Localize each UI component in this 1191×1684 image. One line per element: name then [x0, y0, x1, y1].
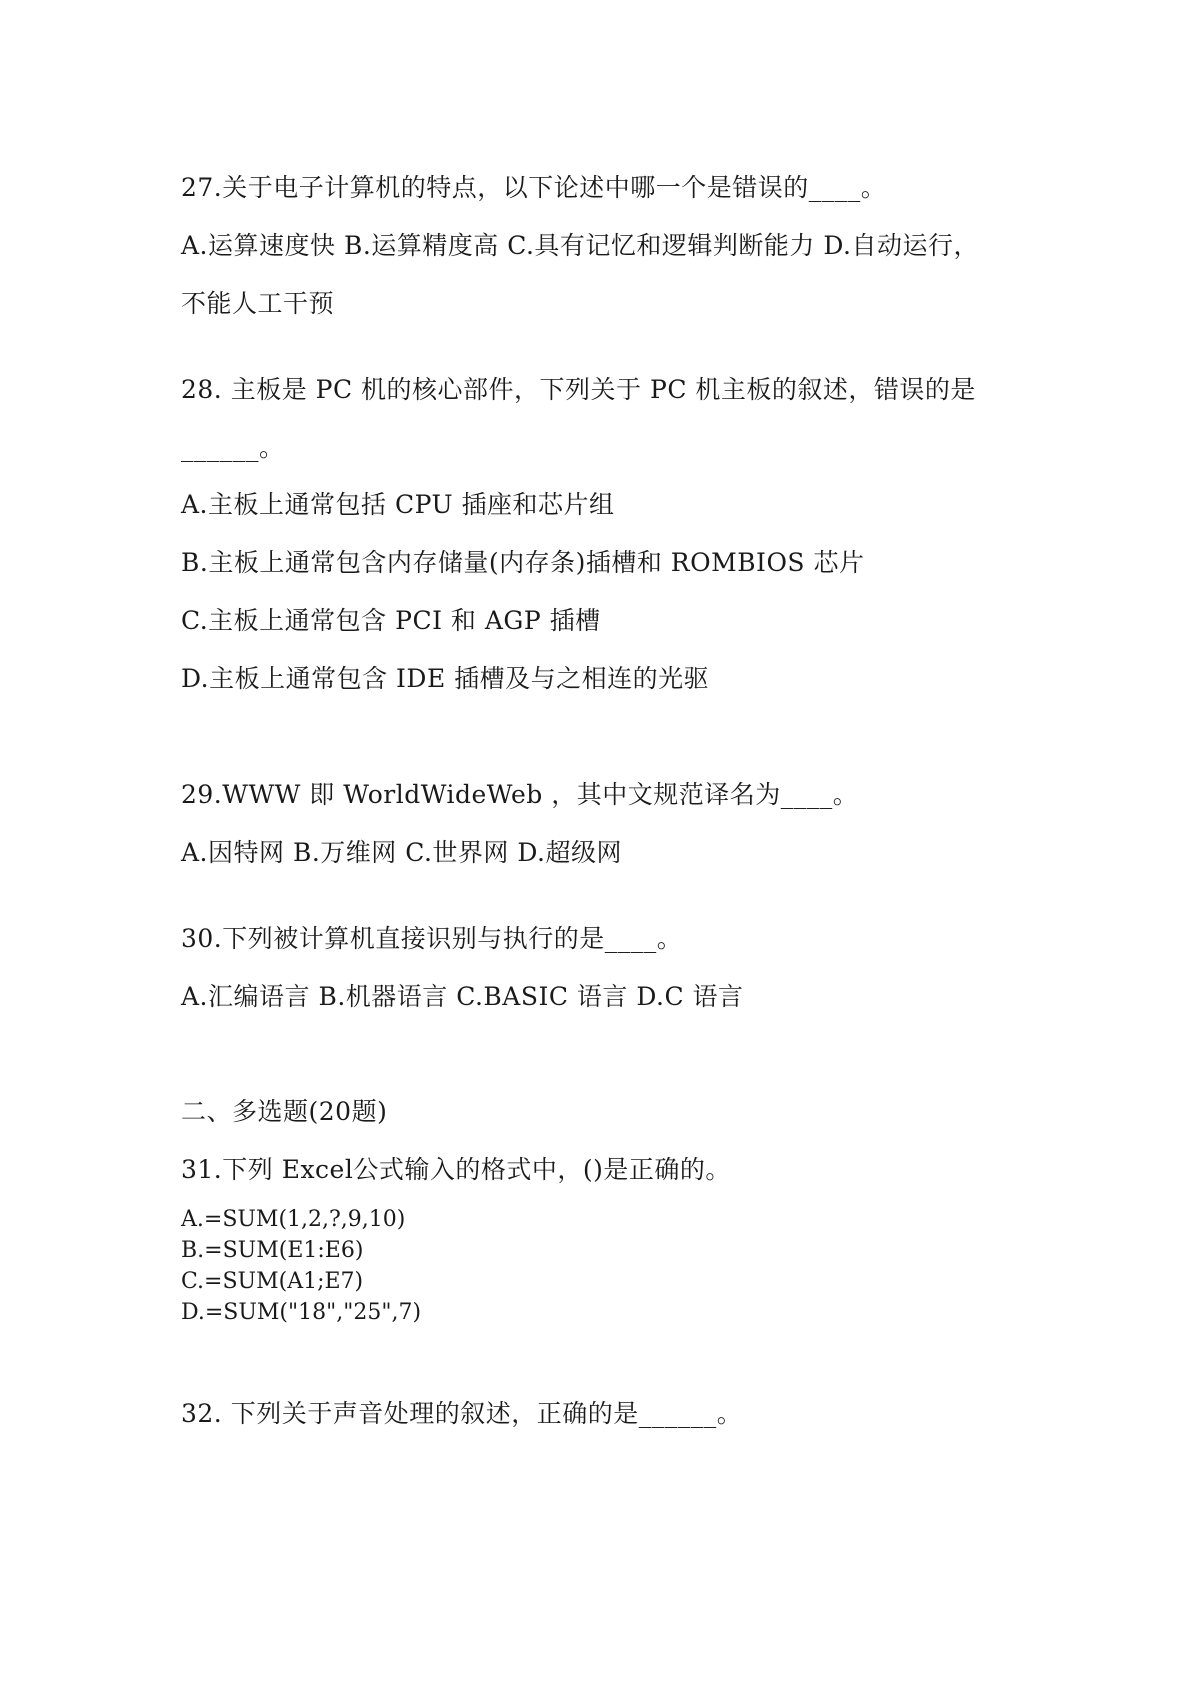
- q27-stem: 27.关于电子计算机的特点，以下论述中哪一个是错误的____。: [181, 173, 887, 202]
- q28-option-c: C.主板上通常包含 PCI 和 AGP 插槽: [181, 606, 601, 635]
- q32-stem: 32. 下列关于声音处理的叙述，正确的是______。: [181, 1399, 743, 1428]
- q27-options-line2: 不能人工干预: [181, 289, 335, 318]
- q29-options: A.因特网 B.万维网 C.世界网 D.超级网: [181, 838, 622, 867]
- q31-stem: 31.下列 Excel公式输入的格式中，()是正确的。: [181, 1155, 731, 1184]
- q28-stem-line1: 28. 主板是 PC 机的核心部件，下列关于 PC 机主板的叙述，错误的是: [181, 375, 976, 404]
- q31-option-c: C.=SUM(A1;E7): [181, 1269, 364, 1294]
- q31-option-b: B.=SUM(E1:E6): [181, 1238, 364, 1263]
- q27-options-line1: A.运算速度快 B.运算精度高 C.具有记忆和逻辑判断能力 D.自动运行，: [181, 231, 979, 260]
- q30-stem: 30.下列被计算机直接识别与执行的是____。: [181, 924, 683, 953]
- q28-option-b: B.主板上通常包含内存储量(内存条)插槽和 ROMBIOS 芯片: [181, 548, 865, 577]
- q31-option-a: A.=SUM(1,2,?,9,10): [181, 1207, 406, 1232]
- q28-option-a: A.主板上通常包括 CPU 插座和芯片组: [181, 490, 615, 519]
- q31-option-d: D.=SUM("18","25",7): [181, 1300, 422, 1325]
- q30-options: A.汇编语言 B.机器语言 C.BASIC 语言 D.C 语言: [181, 982, 744, 1011]
- q28-stem-line2: ______。: [181, 433, 285, 462]
- q28-option-d: D.主板上通常包含 IDE 插槽及与之相连的光驱: [181, 664, 710, 693]
- q29-stem: 29.WWW 即 WorldWideWeb ，其中文规范译名为____。: [181, 780, 859, 809]
- section-heading-multiple-choice: 二、多选题(20题): [181, 1097, 388, 1126]
